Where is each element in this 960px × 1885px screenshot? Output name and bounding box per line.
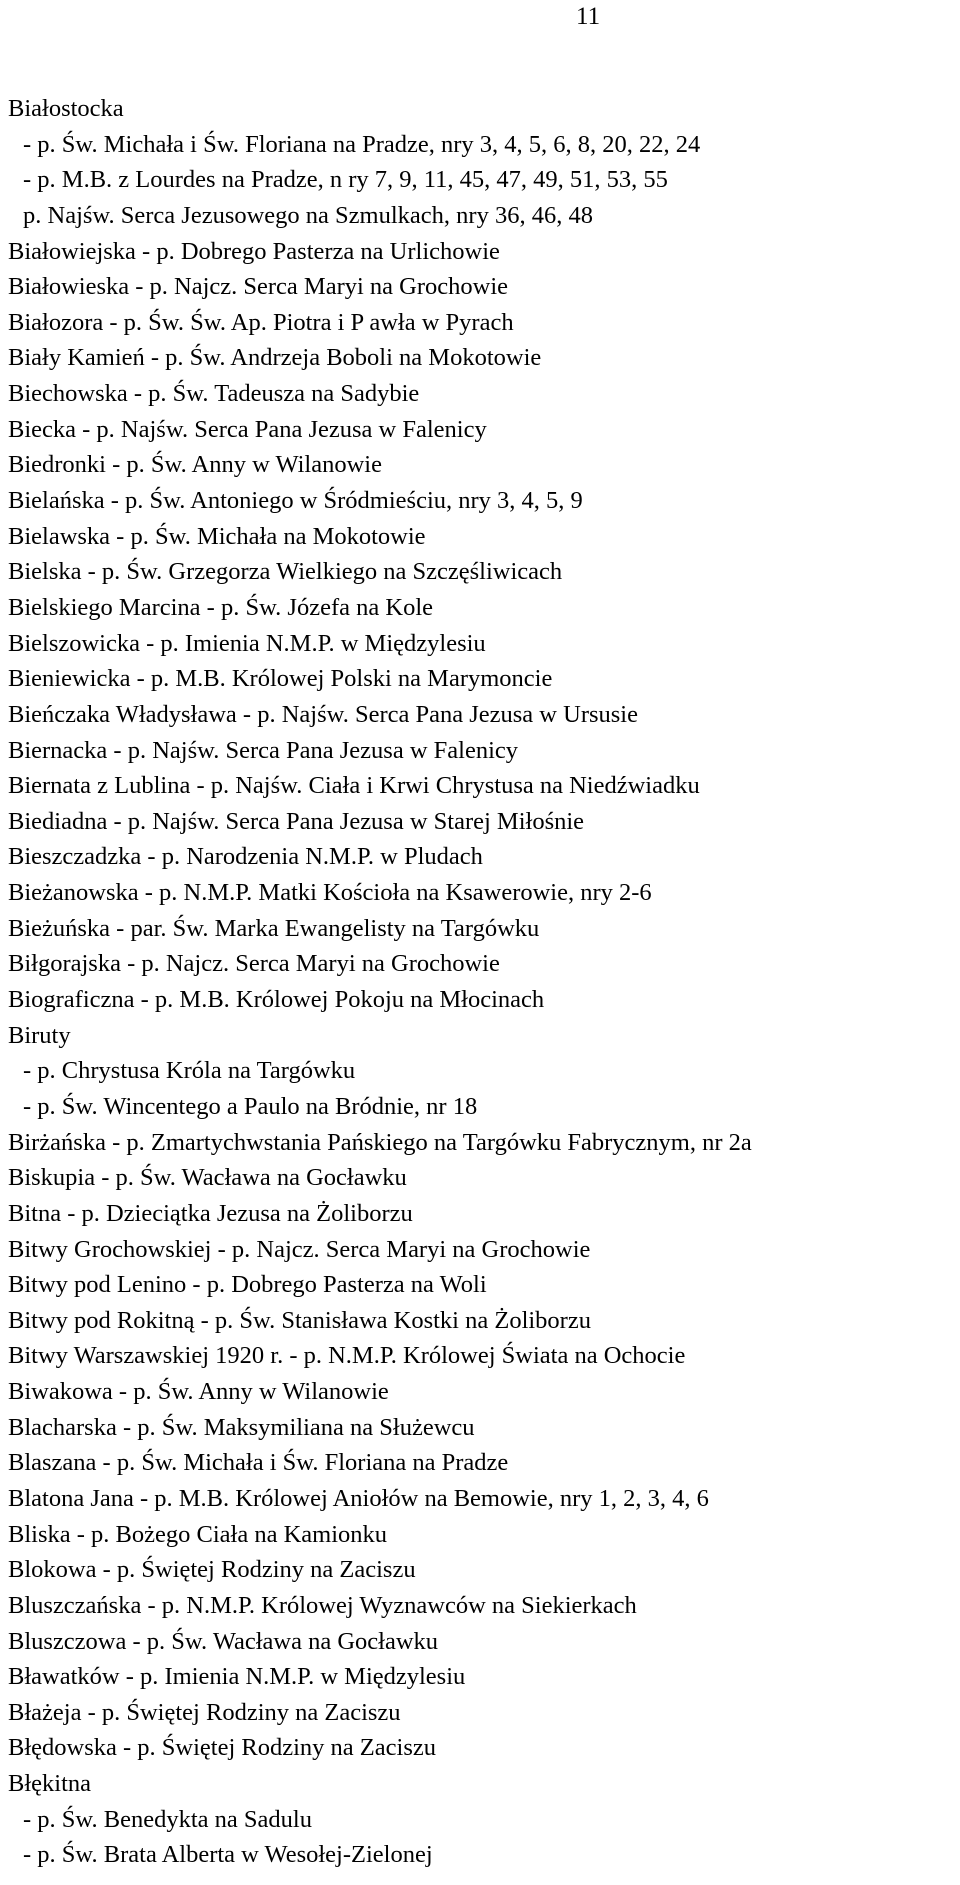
street-entry: Bieniewicka - p. M.B. Królowej Polski na Marymoncie	[8, 665, 553, 693]
street-parish-list	[8, 91, 958, 1873]
street-entry: Blokowa - p. Świętej Rodziny na Zaciszu	[8, 1556, 416, 1584]
street-entry: Bieńczaka Władysława - p. Najśw. Serca Pana Jezusa w Ursusie	[8, 700, 638, 728]
street-entry: Bitwy pod Lenino - p. Dobrego Pasterza na Woli	[8, 1271, 487, 1299]
street-entry: Bielawska - p. Św. Michała na Mokotowie	[8, 522, 426, 550]
parish-sub-entry: - p. Św. Wincentego a Paulo na Bródnie, nr 18	[23, 1092, 478, 1120]
street-entry: Biecka - p. Najśw. Serca Pana Jezusa w Falenicy	[8, 415, 487, 443]
street-entry: Biruty	[8, 1021, 71, 1049]
street-entry: Birżańska - p. Zmartychwstania Pańskiego na Targówku Fabrycznym, nr 2a	[8, 1128, 752, 1156]
street-entry: Biskupia - p. Św. Wacława na Gocławku	[8, 1164, 407, 1192]
street-entry: Bitwy Warszawskiej 1920 r. - p. N.M.P. Królowej Świata na Ochocie	[8, 1342, 686, 1370]
street-entry: Bielszowicka - p. Imienia N.M.P. w Międzylesiu	[8, 629, 486, 657]
street-entry: Biernata z Lublina - p. Najśw. Ciała i Krwi Chrystusa na Niedźwiadku	[8, 772, 700, 800]
street-entry: Blatona Jana - p. M.B. Królowej Aniołów na Bemowie, nry 1, 2, 3, 4, 6	[8, 1484, 709, 1512]
street-entry: Biwakowa - p. Św. Anny w Wilanowie	[8, 1378, 389, 1406]
parish-sub-entry: - p. M.B. z Lourdes na Pradze, n ry 7, 9, 11, 45, 47, 49, 51, 53, 55	[23, 166, 668, 194]
street-entry: Białostocka	[8, 95, 124, 122]
street-entry: Bluszczańska - p. N.M.P. Królowej Wyznawców na Siekierkach	[8, 1591, 637, 1619]
street-entry: Bieżanowska - p. N.M.P. Matki Kościoła na Ksawerowie, nry 2-6	[8, 879, 652, 907]
street-entry: Biernacka - p. Najśw. Serca Pana Jezusa w Falenicy	[8, 736, 519, 764]
page-number: 11	[576, 3, 601, 30]
street-entry: Biały Kamień - p. Św. Andrzeja Boboli na Mokotowie	[8, 344, 542, 372]
street-entry: Bielska - p. Św. Grzegorza Wielkiego na Szczęśliwicach	[8, 558, 563, 586]
street-entry: Blaszana - p. Św. Michała i Św. Floriana na Pradze	[8, 1449, 509, 1477]
street-entry: Bieżuńska - par. Św. Marka Ewangelisty na Targówku	[8, 914, 540, 942]
street-entry: Biłgorajska - p. Najcz. Serca Maryi na Grochowie	[8, 950, 500, 978]
street-entry: Bielańska - p. Św. Antoniego w Śródmieściu, nry 3, 4, 5, 9	[8, 487, 583, 515]
parish-sub-entry: - p. Św. Michała i Św. Floriana na Pradze, nry 3, 4, 5, 6, 8, 20, 22, 24	[23, 130, 701, 158]
parish-sub-entry: - p. Chrystusa Króla na Targówku	[23, 1057, 356, 1085]
street-entry: Biedronki - p. Św. Anny w Wilanowie	[8, 451, 382, 479]
street-entry: Błękitna	[8, 1770, 92, 1798]
street-entry: Blacharska - p. Św. Maksymiliana na Służewcu	[8, 1413, 475, 1441]
street-entry: Bitna - p. Dzieciątka Jezusa na Żoliborzu	[8, 1199, 413, 1227]
street-entry: Bliska - p. Bożego Ciała na Kamionku	[8, 1520, 387, 1548]
street-entry: Bławatków - p. Imienia N.M.P. w Międzylesiu	[8, 1663, 466, 1691]
street-entry: Bieszczadzka - p. Narodzenia N.M.P. w Pludach	[8, 843, 483, 871]
parish-sub-entry: - p. Św. Benedykta na Sadulu	[23, 1805, 312, 1833]
street-entry: Białozora - p. Św. Św. Ap. Piotra i P awła w Pyrach	[8, 308, 514, 336]
parish-sub-entry: p. Najśw. Serca Jezusowego na Szmulkach, nry 36, 46, 48	[23, 201, 593, 229]
street-entry: Biechowska - p. Św. Tadeusza na Sadybie	[8, 380, 420, 408]
street-entry: Błędowska - p. Świętej Rodziny na Zaciszu	[8, 1734, 436, 1762]
street-entry: Bitwy pod Rokitną - p. Św. Stanisława Kostki na Żoliborzu	[8, 1306, 591, 1334]
street-entry: Bitwy Grochowskiej - p. Najcz. Serca Maryi na Grochowie	[8, 1235, 591, 1263]
street-entry: Bielskiego Marcina - p. Św. Józefa na Kole	[8, 593, 433, 621]
street-entry: Biediadna - p. Najśw. Serca Pana Jezusa w Starej Miłośnie	[8, 807, 585, 835]
parish-sub-entry: - p. Św. Brata Alberta w Wesołej-Zielonej	[23, 1841, 433, 1869]
street-entry: Białowieska - p. Najcz. Serca Maryi na Grochowie	[8, 273, 509, 301]
street-entry: Biograficzna - p. M.B. Królowej Pokoju na Młocinach	[8, 986, 545, 1014]
street-entry: Błażeja - p. Świętej Rodziny na Zaciszu	[8, 1698, 401, 1726]
street-entry: Białowiejska - p. Dobrego Pasterza na Urlichowie	[8, 237, 500, 265]
street-entry: Bluszczowa - p. Św. Wacława na Gocławku	[8, 1627, 439, 1655]
